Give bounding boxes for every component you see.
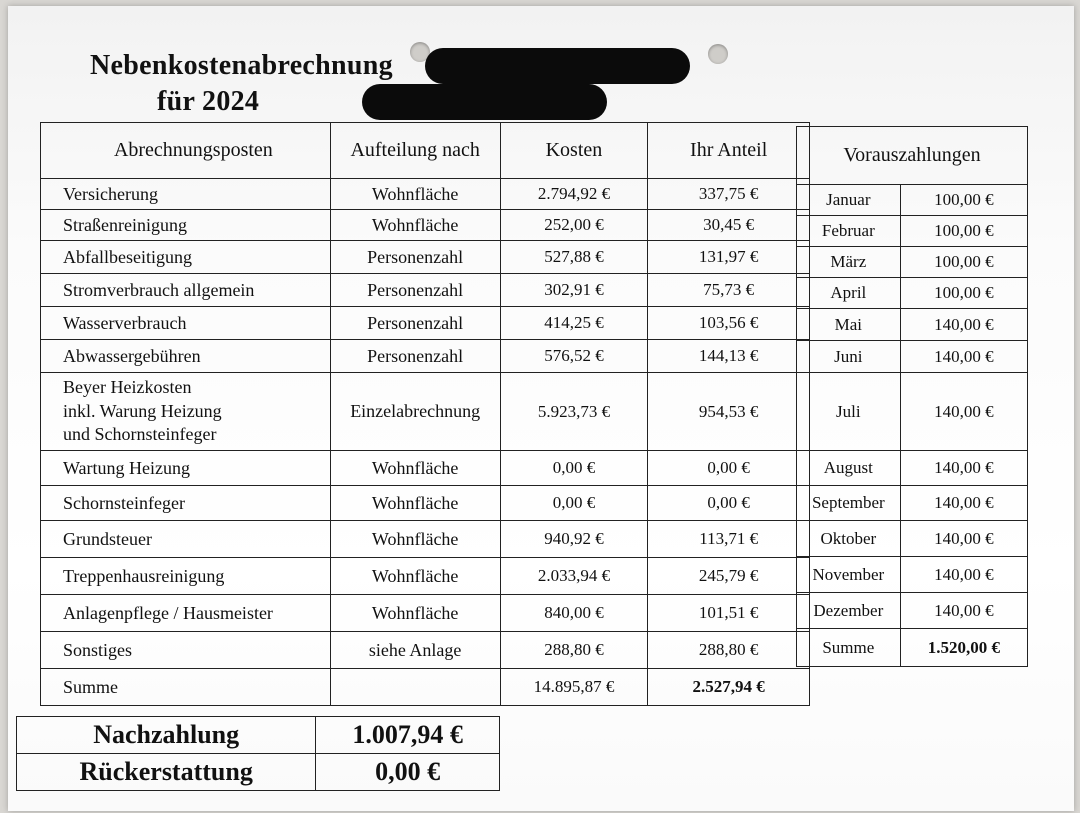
row-posten: Straßenreinigung — [41, 210, 331, 241]
header-posten: Abrechnungsposten — [41, 123, 331, 179]
summe-empty — [330, 669, 500, 706]
row-kosten: 527,88 € — [500, 241, 648, 274]
table-row — [797, 185, 1028, 216]
row-aufteilung: Wohnfläche — [330, 179, 500, 210]
monat: August — [797, 451, 901, 486]
document-subtitle: für 2024 — [157, 86, 260, 117]
row-posten: Wasserverbrauch — [41, 307, 331, 340]
summe-row — [41, 669, 810, 706]
row-posten: Schornsteinfeger — [41, 486, 331, 521]
table-row — [797, 593, 1028, 629]
result-table — [16, 716, 500, 791]
table-row — [41, 210, 810, 241]
row-posten: Abwassergebühren — [41, 340, 331, 373]
table-header-row — [41, 123, 810, 179]
row-anteil: 954,53 € — [648, 373, 810, 451]
table-row — [41, 558, 810, 595]
nachzahlung-row — [17, 717, 500, 754]
row-aufteilung: Wohnfläche — [330, 486, 500, 521]
summe-betrag: 1.520,00 € — [900, 629, 1027, 667]
row-kosten: 840,00 € — [500, 595, 648, 632]
row-kosten: 302,91 € — [500, 274, 648, 307]
row-posten: Sonstiges — [41, 632, 331, 669]
nachzahlung-label: Nachzahlung — [17, 717, 316, 754]
table-row — [41, 274, 810, 307]
row-aufteilung: Wohnfläche — [330, 451, 500, 486]
table-row — [41, 451, 810, 486]
row-anteil: 113,71 € — [648, 521, 810, 558]
table-row — [797, 278, 1028, 309]
row-kosten: 414,25 € — [500, 307, 648, 340]
table-row — [41, 307, 810, 340]
table-row — [797, 557, 1028, 593]
summe-label: Summe — [41, 669, 331, 706]
betrag: 140,00 € — [900, 309, 1027, 341]
row-aufteilung: Personenzahl — [330, 274, 500, 307]
row-aufteilung: Personenzahl — [330, 340, 500, 373]
betrag: 100,00 € — [900, 185, 1027, 216]
rueckerstattung-label: Rückerstattung — [17, 754, 316, 791]
row-aufteilung: Wohnfläche — [330, 521, 500, 558]
summe-kosten: 14.895,87 € — [500, 669, 648, 706]
row-kosten: 252,00 € — [500, 210, 648, 241]
row-posten-multiline — [41, 373, 331, 451]
table-row — [41, 179, 810, 210]
monat: Oktober — [797, 521, 901, 557]
row-anteil: 131,97 € — [648, 241, 810, 274]
row-kosten: 5.923,73 € — [500, 373, 648, 451]
row-aufteilung: Einzelabrechnung — [330, 373, 500, 451]
table-row — [797, 486, 1028, 521]
table-row — [41, 595, 810, 632]
rueckerstattung-row — [17, 754, 500, 791]
row-posten: Grundsteuer — [41, 521, 331, 558]
row-kosten: 940,92 € — [500, 521, 648, 558]
row-anteil: 75,73 € — [648, 274, 810, 307]
betrag: 140,00 € — [900, 341, 1027, 373]
redacted-area — [425, 48, 690, 84]
betrag: 140,00 € — [900, 557, 1027, 593]
table-row — [41, 486, 810, 521]
row-anteil: 144,13 € — [648, 340, 810, 373]
summe-label: Summe — [797, 629, 901, 667]
monat: November — [797, 557, 901, 593]
row-posten: Stromverbrauch allgemein — [41, 274, 331, 307]
table-row — [41, 521, 810, 558]
row-posten-line: inkl. Warung Heizung — [63, 400, 222, 421]
nachzahlung-value: 1.007,94 € — [316, 717, 500, 754]
document-title: Nebenkostenabrechnung — [90, 50, 393, 81]
table-row — [797, 309, 1028, 341]
betrag: 140,00 € — [900, 521, 1027, 557]
vorauszahlungen-summe-row — [797, 629, 1028, 667]
row-anteil: 245,79 € — [648, 558, 810, 595]
redacted-area — [362, 84, 607, 120]
punch-hole — [708, 44, 728, 64]
row-aufteilung: Personenzahl — [330, 241, 500, 274]
row-kosten: 288,80 € — [500, 632, 648, 669]
monat: Mai — [797, 309, 901, 341]
table-row — [797, 451, 1028, 486]
rueckerstattung-value: 0,00 € — [316, 754, 500, 791]
table-row — [797, 216, 1028, 247]
header-anteil: Ihr Anteil — [648, 123, 810, 179]
header-aufteilung: Aufteilung nach — [330, 123, 500, 179]
vorauszahlungen-header-row — [797, 127, 1028, 185]
monat: März — [797, 247, 901, 278]
monat: Juni — [797, 341, 901, 373]
betrag: 100,00 € — [900, 216, 1027, 247]
betrag: 140,00 € — [900, 451, 1027, 486]
summe-anteil: 2.527,94 € — [648, 669, 810, 706]
vorauszahlungen-header: Vorauszahlungen — [797, 127, 1028, 185]
cost-table — [40, 122, 810, 706]
row-posten: Abfallbeseitigung — [41, 241, 331, 274]
row-aufteilung: Wohnfläche — [330, 595, 500, 632]
row-anteil: 288,80 € — [648, 632, 810, 669]
monat: April — [797, 278, 901, 309]
row-anteil: 103,56 € — [648, 307, 810, 340]
row-posten: Wartung Heizung — [41, 451, 331, 486]
row-kosten: 2.033,94 € — [500, 558, 648, 595]
monat: Januar — [797, 185, 901, 216]
row-anteil: 0,00 € — [648, 451, 810, 486]
row-anteil: 337,75 € — [648, 179, 810, 210]
row-kosten: 0,00 € — [500, 451, 648, 486]
table-row — [41, 373, 810, 451]
row-aufteilung: Personenzahl — [330, 307, 500, 340]
monat: Februar — [797, 216, 901, 247]
row-posten: Anlagenpflege / Hausmeister — [41, 595, 331, 632]
row-posten-line: und Schornsteinfeger — [63, 424, 217, 445]
table-row — [41, 241, 810, 274]
row-kosten: 576,52 € — [500, 340, 648, 373]
betrag: 140,00 € — [900, 486, 1027, 521]
betrag: 140,00 € — [900, 373, 1027, 451]
betrag: 100,00 € — [900, 278, 1027, 309]
table-row — [797, 247, 1028, 278]
row-posten: Versicherung — [41, 179, 331, 210]
monat: Juli — [797, 373, 901, 451]
table-row — [41, 632, 810, 669]
row-anteil: 101,51 € — [648, 595, 810, 632]
row-aufteilung: Wohnfläche — [330, 210, 500, 241]
row-kosten: 2.794,92 € — [500, 179, 648, 210]
table-row — [797, 521, 1028, 557]
betrag: 100,00 € — [900, 247, 1027, 278]
row-anteil: 30,45 € — [648, 210, 810, 241]
row-aufteilung: Wohnfläche — [330, 558, 500, 595]
table-row — [797, 341, 1028, 373]
vorauszahlungen-table — [796, 126, 1028, 667]
row-posten: Treppenhausreinigung — [41, 558, 331, 595]
row-aufteilung: siehe Anlage — [330, 632, 500, 669]
monat: Dezember — [797, 593, 901, 629]
betrag: 140,00 € — [900, 593, 1027, 629]
table-row — [41, 340, 810, 373]
table-row — [797, 373, 1028, 451]
row-kosten: 0,00 € — [500, 486, 648, 521]
monat: September — [797, 486, 901, 521]
row-anteil: 0,00 € — [648, 486, 810, 521]
row-posten-line: Beyer Heizkosten — [63, 377, 192, 398]
header-kosten: Kosten — [500, 123, 648, 179]
